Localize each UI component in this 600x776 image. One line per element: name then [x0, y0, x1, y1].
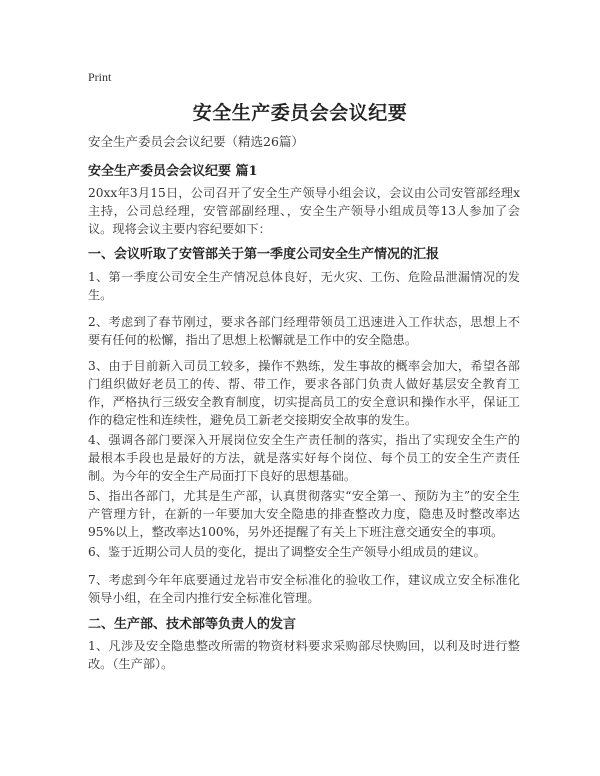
list-item-5: 5、指出各部门，尤其是生产部，认真贯彻落实“安全第一、预防为主”的安全生产管理方针，在新的一年要加大安全隐患的排查整改力度，隐患及时整改率达95%以上，整改率达100%，另外还提醒了有关上下班注意交通安全的事项。 [88, 489, 520, 539]
page-title: 安全生产委员会会议纪要 [192, 102, 408, 124]
list-item-3: 3、由于目前新入司员工较多，操作不熟练，发生事故的概率会加大，希望各部门组织做好老员工的传、帮、带工作，要求各部门负责人做好基层安全教育工作，严格执行三级安全教育制度，切实提高员工的安全意识和操作水平，保证工作的稳定性和连续性，避免员工新老交接期安全故事的发生。 [88, 359, 520, 427]
section-heading-1: 一、会议听取了安管部关于第一季度公司安全生产情况的汇报 [88, 247, 440, 262]
list-item-6: 6、鉴于近期公司人员的变化，提出了调整安全生产领导小组成员的建议。 [88, 545, 486, 559]
article-heading: 安全生产委员会会议纪要 篇1 [88, 164, 258, 179]
intro-paragraph: 20xx年3月15日，公司召开了安全生产领导小组会议，会议由公司安管部经理x主持，公司总经理，安管部副经理、，安全生产领导小组成员等13人参加了会议。现将会议主要内容纪要如下： [88, 186, 520, 236]
section-heading-2: 二、生产部、技术部等负责人的发言 [88, 617, 297, 632]
list-item-7: 7、考虑到今年年底要通过龙岩市安全标准化的验收工作，建议成立安全标准化领导小组，在全司内推行安全标准化管理。 [88, 573, 520, 605]
print-label[interactable]: Print [88, 70, 112, 84]
section2-list-item-1: 1、凡涉及安全隐患整改所需的物资材料要求采购部尽快购回，以利及时进行整改。（生产部）。 [88, 639, 520, 671]
list-item-1: 1、第一季度公司安全生产情况总体良好，无火灾、工伤、危险品泄漏情况的发生。 [88, 270, 520, 302]
list-item-2: 2、考虑到了春节刚过，要求各部门经理带领员工迅速进入工作状态，思想上不要有任何的松懈，指出了思想上松懈就是工作中的安全隐患。 [88, 315, 520, 347]
list-item-4: 4、强调各部门要深入开展岗位安全生产责任制的落实，指出了实现安全生产的最根本手段也是最好的方法，就是落实好每个岗位、每个员工的安全生产责任制。为今年的安全生产局面打下良好的思想基础。 [88, 433, 520, 483]
page-subtitle: 安全生产委员会会议纪要（精选26篇） [88, 134, 304, 149]
